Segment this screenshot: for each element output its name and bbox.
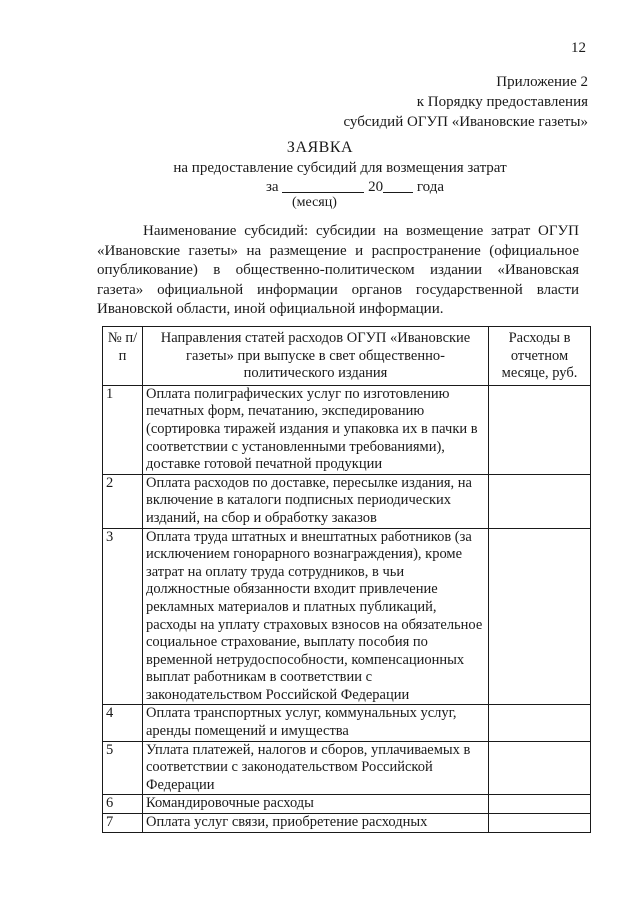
- appendix-line-2: к Порядку предоставления: [416, 94, 588, 110]
- header-direction: Направления статей расходов ОГУП «Ивановские газеты» при выпуске в свет общественно-политического издания: [143, 327, 489, 386]
- row-description: Оплата услуг связи, приобретение расходных: [143, 814, 489, 833]
- table-row: [103, 528, 591, 705]
- row-amount-cell[interactable]: [489, 528, 591, 705]
- row-amount-cell[interactable]: [489, 814, 591, 833]
- row-description: Оплата транспортных услуг, коммунальных услуг, аренды помещений и имущества: [143, 705, 489, 741]
- month-caption: (месяц): [292, 195, 337, 210]
- row-description: Командировочные расходы: [143, 795, 489, 814]
- header-num: № п/п: [103, 327, 143, 386]
- row-amount-cell[interactable]: [489, 741, 591, 795]
- row-amount-cell[interactable]: [489, 474, 591, 528]
- period-line: [266, 178, 444, 196]
- row-amount-cell[interactable]: [489, 795, 591, 814]
- expenses-table: [102, 326, 591, 833]
- appendix-line-1: Приложение 2: [496, 74, 588, 90]
- table-row: [103, 705, 591, 741]
- period-prefix: за: [266, 179, 279, 195]
- appendix-header: [343, 72, 588, 132]
- row-number: 7: [103, 814, 143, 833]
- row-amount-cell[interactable]: [489, 385, 591, 474]
- month-blank-field: [282, 178, 364, 193]
- table-row: [103, 814, 591, 833]
- header-expenses: Расходы в отчетном месяце, руб.: [489, 327, 591, 386]
- row-amount-cell[interactable]: [489, 705, 591, 741]
- row-number: 1: [103, 385, 143, 474]
- row-number: 2: [103, 474, 143, 528]
- period-year-prefix: 20: [368, 179, 384, 195]
- row-number: 4: [103, 705, 143, 741]
- document-subtitle: на предоставление субсидий для возмещения затрат: [173, 160, 507, 176]
- row-description: Уплата платежей, налогов и сборов, уплачиваемых в соответствии с законодательством Российской Федерации: [143, 741, 489, 795]
- document-title: ЗАЯВКА: [286, 139, 354, 156]
- table-row: [103, 474, 591, 528]
- appendix-line-3: субсидий ОГУП «Ивановские газеты»: [343, 114, 588, 130]
- subsidy-name-paragraph: Наименование субсидий: субсидии на возмещение затрат ОГУП «Ивановские газеты» на размещение и распространение (официальное опубликование) в общественно-политическом издании «Ивановская газета» официальной информации органов государственной власти Ивановской области, иной официальной информации.: [97, 223, 579, 317]
- table-row: [103, 795, 591, 814]
- year-blank-field: [383, 178, 413, 193]
- row-number: 6: [103, 795, 143, 814]
- row-description: Оплата полиграфических услуг по изготовлению печатных форм, печатанию, экспедированию (сортировка тиражей издания и упаковка их в пачки в соответствии с установленными требованиями), доставке готовой печатной продукции: [143, 385, 489, 474]
- table-row: [103, 385, 591, 474]
- table-row: [103, 741, 591, 795]
- row-description: Оплата труда штатных и внештатных работников (за исключением гонорарного вознаграждения), кроме затрат на оплату труда сотрудников, в чьи должностные обязанности входит привлечение рекламных материалов и платных публикаций, расходы на уплату страховых взносов на обязательное социальное страхование, выплату пособия по временной нетрудоспособности, компенсационных выплат работникам в соответствии с законодательством Российской Федерации: [143, 528, 489, 705]
- row-description: Оплата расходов по доставке, пересылке издания, на включение в каталоги подписных периодических изданий, на сбор и обработку заказов: [143, 474, 489, 528]
- page-number: 12: [571, 40, 586, 56]
- row-number: 3: [103, 528, 143, 705]
- table-header-row: [103, 327, 591, 386]
- row-number: 5: [103, 741, 143, 795]
- period-suffix: года: [416, 179, 444, 195]
